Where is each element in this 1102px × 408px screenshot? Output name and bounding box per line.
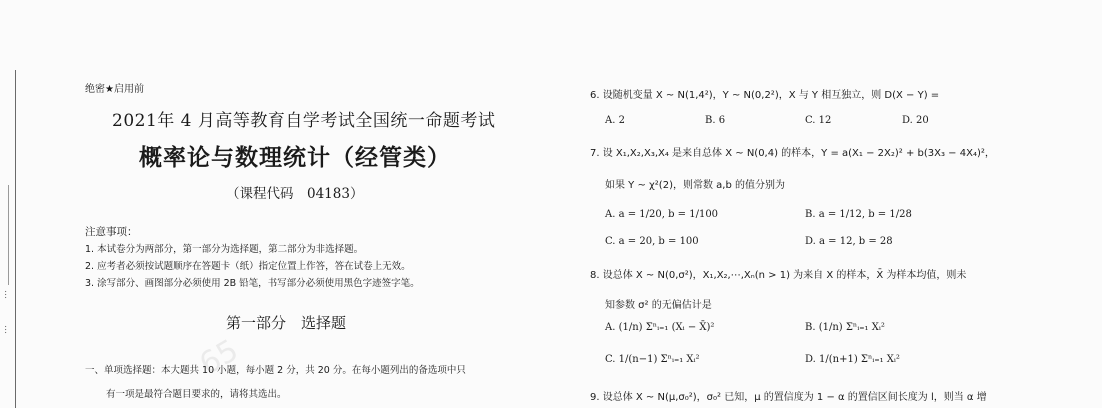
section-instruction: 一、单项选择题：本大题共 10 小题，每小题 2 分，共 20 分。在每小题列出的备选项中只 xyxy=(85,365,466,376)
question-9: 9. 设总体 X ~ N(μ,σ₀²)，σ₀² 已知，μ 的置信度为 1 − α 的置信区间长度为 l，则当 α 增 xyxy=(590,392,987,403)
binding-line-inner xyxy=(8,185,9,285)
q8-option-a: A. (1/n) Σⁿᵢ₌₁ (Xᵢ − X̄)² xyxy=(605,322,715,333)
notes-heading: 注意事项： xyxy=(85,226,138,238)
q6-option-d: D. 20 xyxy=(902,115,929,126)
section-instruction-cont: 有一项是最符合题目要求的，请将其选出。 xyxy=(106,389,287,400)
question-6: 6. 设随机变量 X ~ N(1,4²)，Y ~ N(0,2²)，X 与 Y 相互独立，则 D(X − Y) = xyxy=(590,90,940,101)
question-7: 7. 设 X₁,X₂,X₃,X₄ 是来自总体 X ~ N(0,4) 的样本，Y = a(X₁ − 2X₂)² + b(3X₃ − 4X₄)²， xyxy=(590,148,995,159)
q7-option-d: D. a = 12, b = 28 xyxy=(805,236,893,247)
watermark: 65 xyxy=(193,332,245,383)
q8-option-c: C. 1/(n−1) Σⁿᵢ₌₁ Xᵢ² xyxy=(605,354,700,365)
note-item: 1. 本试卷分为两部分，第一部分为选择题，第二部分为非选择题。 xyxy=(85,244,364,255)
q6-option-c: C. 12 xyxy=(805,115,832,126)
question-8-cont: 知参数 σ² 的无偏估计是 xyxy=(605,300,712,311)
course-code: （课程代码 04183） xyxy=(226,186,364,202)
note-item: 3. 涂写部分、画图部分必须使用 2B 铅笔，书写部分必须使用黑色字迹签字笔。 xyxy=(85,278,420,289)
binding-mark-2: … xyxy=(2,325,12,334)
question-7-cont: 如果 Y ~ χ²(2)，则常数 a,b 的值分别为 xyxy=(605,180,785,191)
q6-option-a: A. 2 xyxy=(605,115,625,126)
q8-option-b: B. (1/n) Σⁿᵢ₌₁ Xᵢ² xyxy=(805,322,885,333)
q6-option-b: B. 6 xyxy=(705,115,726,126)
note-item: 2. 应考者必须按试题顺序在答题卡（纸）指定位置上作答，答在试卷上无效。 xyxy=(85,261,411,272)
q7-option-b: B. a = 1/12, b = 1/28 xyxy=(805,209,912,220)
question-8: 8. 设总体 X ~ N(0,σ²)，X₁,X₂,⋯,Xₙ(n > 1) 为来自 X 的样本，X̄ 为样本均值，则未 xyxy=(590,270,967,281)
binding-mark: … xyxy=(2,290,12,299)
q8-option-d: D. 1/(n+1) Σⁿᵢ₌₁ Xᵢ² xyxy=(805,354,900,365)
confidential-label: 绝密★启用前 xyxy=(85,84,144,95)
binding-line xyxy=(15,70,16,408)
part-title: 第一部分 选择题 xyxy=(226,314,347,332)
exam-title: 2021年 4 月高等教育自学考试全国统一命题考试 xyxy=(112,111,496,131)
q7-option-a: A. a = 1/20, b = 1/100 xyxy=(605,209,719,220)
subject-title: 概率论与数理统计（经管类） xyxy=(139,145,451,171)
q7-option-c: C. a = 20, b = 100 xyxy=(605,236,699,247)
